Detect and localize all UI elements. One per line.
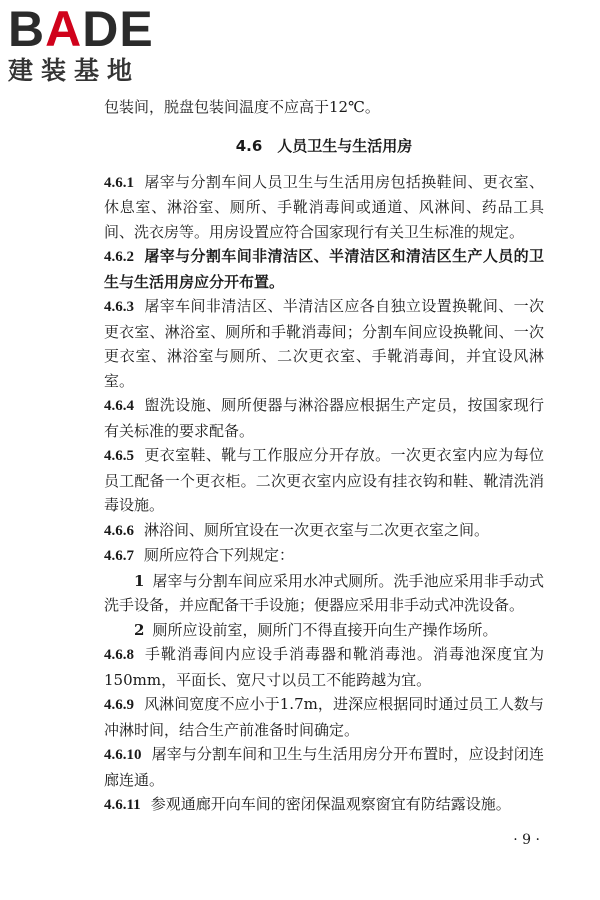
logo-letter-b: B: [8, 1, 46, 57]
logo-wordmark: [8, 1, 178, 57]
clause-4-6-7: 4.6.7 厕所应符合下列规定：: [104, 546, 295, 564]
clause-4-6-5: 4.6.5 更衣室鞋、靴与工作服应分开存放。一次更衣室内应为每位员工配备一个更衣柜。二次更衣室内应设有挂衣钩和鞋、靴清洗消毒设施。: [104, 446, 544, 514]
clause-4-6-7-item-1: 1 屠宰与分割车间应采用水冲式厕所。洗手池应采用非手动式洗手设备，并应配备干手设施；便器应采用非手动式冲洗设备。: [104, 571, 544, 614]
logo-letters-de: DE: [82, 1, 154, 57]
clause-4-6-9: 4.6.9 风淋间宽度不应小于1.7m，进深应根据同时通过员工人数与冲淋时间，结合生产前准备时间确定。: [104, 695, 544, 739]
clause-4-6-1: 4.6.1 屠宰与分割车间人员卫生与生活用房包括换鞋间、更衣室、休息室、淋浴室、厕所、手靴消毒间或通道、风淋间、药品工具间、洗衣房等。用房设置应符合国家现行有关卫生标准的规定。: [104, 172, 544, 241]
document-body: [104, 95, 544, 818]
page-number: · 9 ·: [513, 832, 540, 848]
logo-subtitle: 建装基地: [8, 56, 141, 85]
clause-4-6-10: 4.6.10 屠宰与分割车间和卫生与生活用房分开布置时，应设封闭连廊连通。: [104, 745, 544, 789]
section-heading: 4.6 人员卫生与生活用房: [235, 136, 413, 155]
clause-4-6-8: 4.6.8 手靴消毒间内应设手消毒器和靴消毒池。消毒池深度宜为150mm，平面长、宽尺寸以员工不能跨越为宜。: [104, 645, 544, 689]
clause-4-6-4: 4.6.4 盥洗设施、厕所便器与淋浴器应根据生产定员，按国家现行有关标准的要求配备。: [104, 396, 544, 440]
intro-line: 包装间，脱盘包装间温度不应高于12℃。: [104, 98, 380, 116]
clause-4-6-6: 4.6.6 淋浴间、厕所宜设在一次更衣室与二次更衣室之间。: [104, 520, 490, 539]
clause-4-6-2: 4.6.2 屠宰与分割车间非清洁区、半清洁区和清洁区生产人员的卫生与生活用房应分开布置。: [104, 247, 544, 291]
clause-4-6-3: 4.6.3 屠宰车间非清洁区、半清洁区应各自独立设置换靴间、一次更衣室、淋浴室、厕所和手靴消毒间；分割车间应设换靴间、一次更衣室、淋浴室与厕所、二次更衣室、手靴消毒间，并宜设风淋室。: [104, 297, 544, 390]
bade-logo: [8, 1, 178, 88]
clause-4-6-7-item-2: 2 厕所应设前室，厕所门不得直接开向生产操作场所。: [134, 620, 498, 639]
logo-letter-a: A: [45, 1, 83, 57]
clause-4-6-11: 4.6.11 参观通廊开向车间的密闭保温观察窗宜有防结露设施。: [104, 795, 511, 813]
